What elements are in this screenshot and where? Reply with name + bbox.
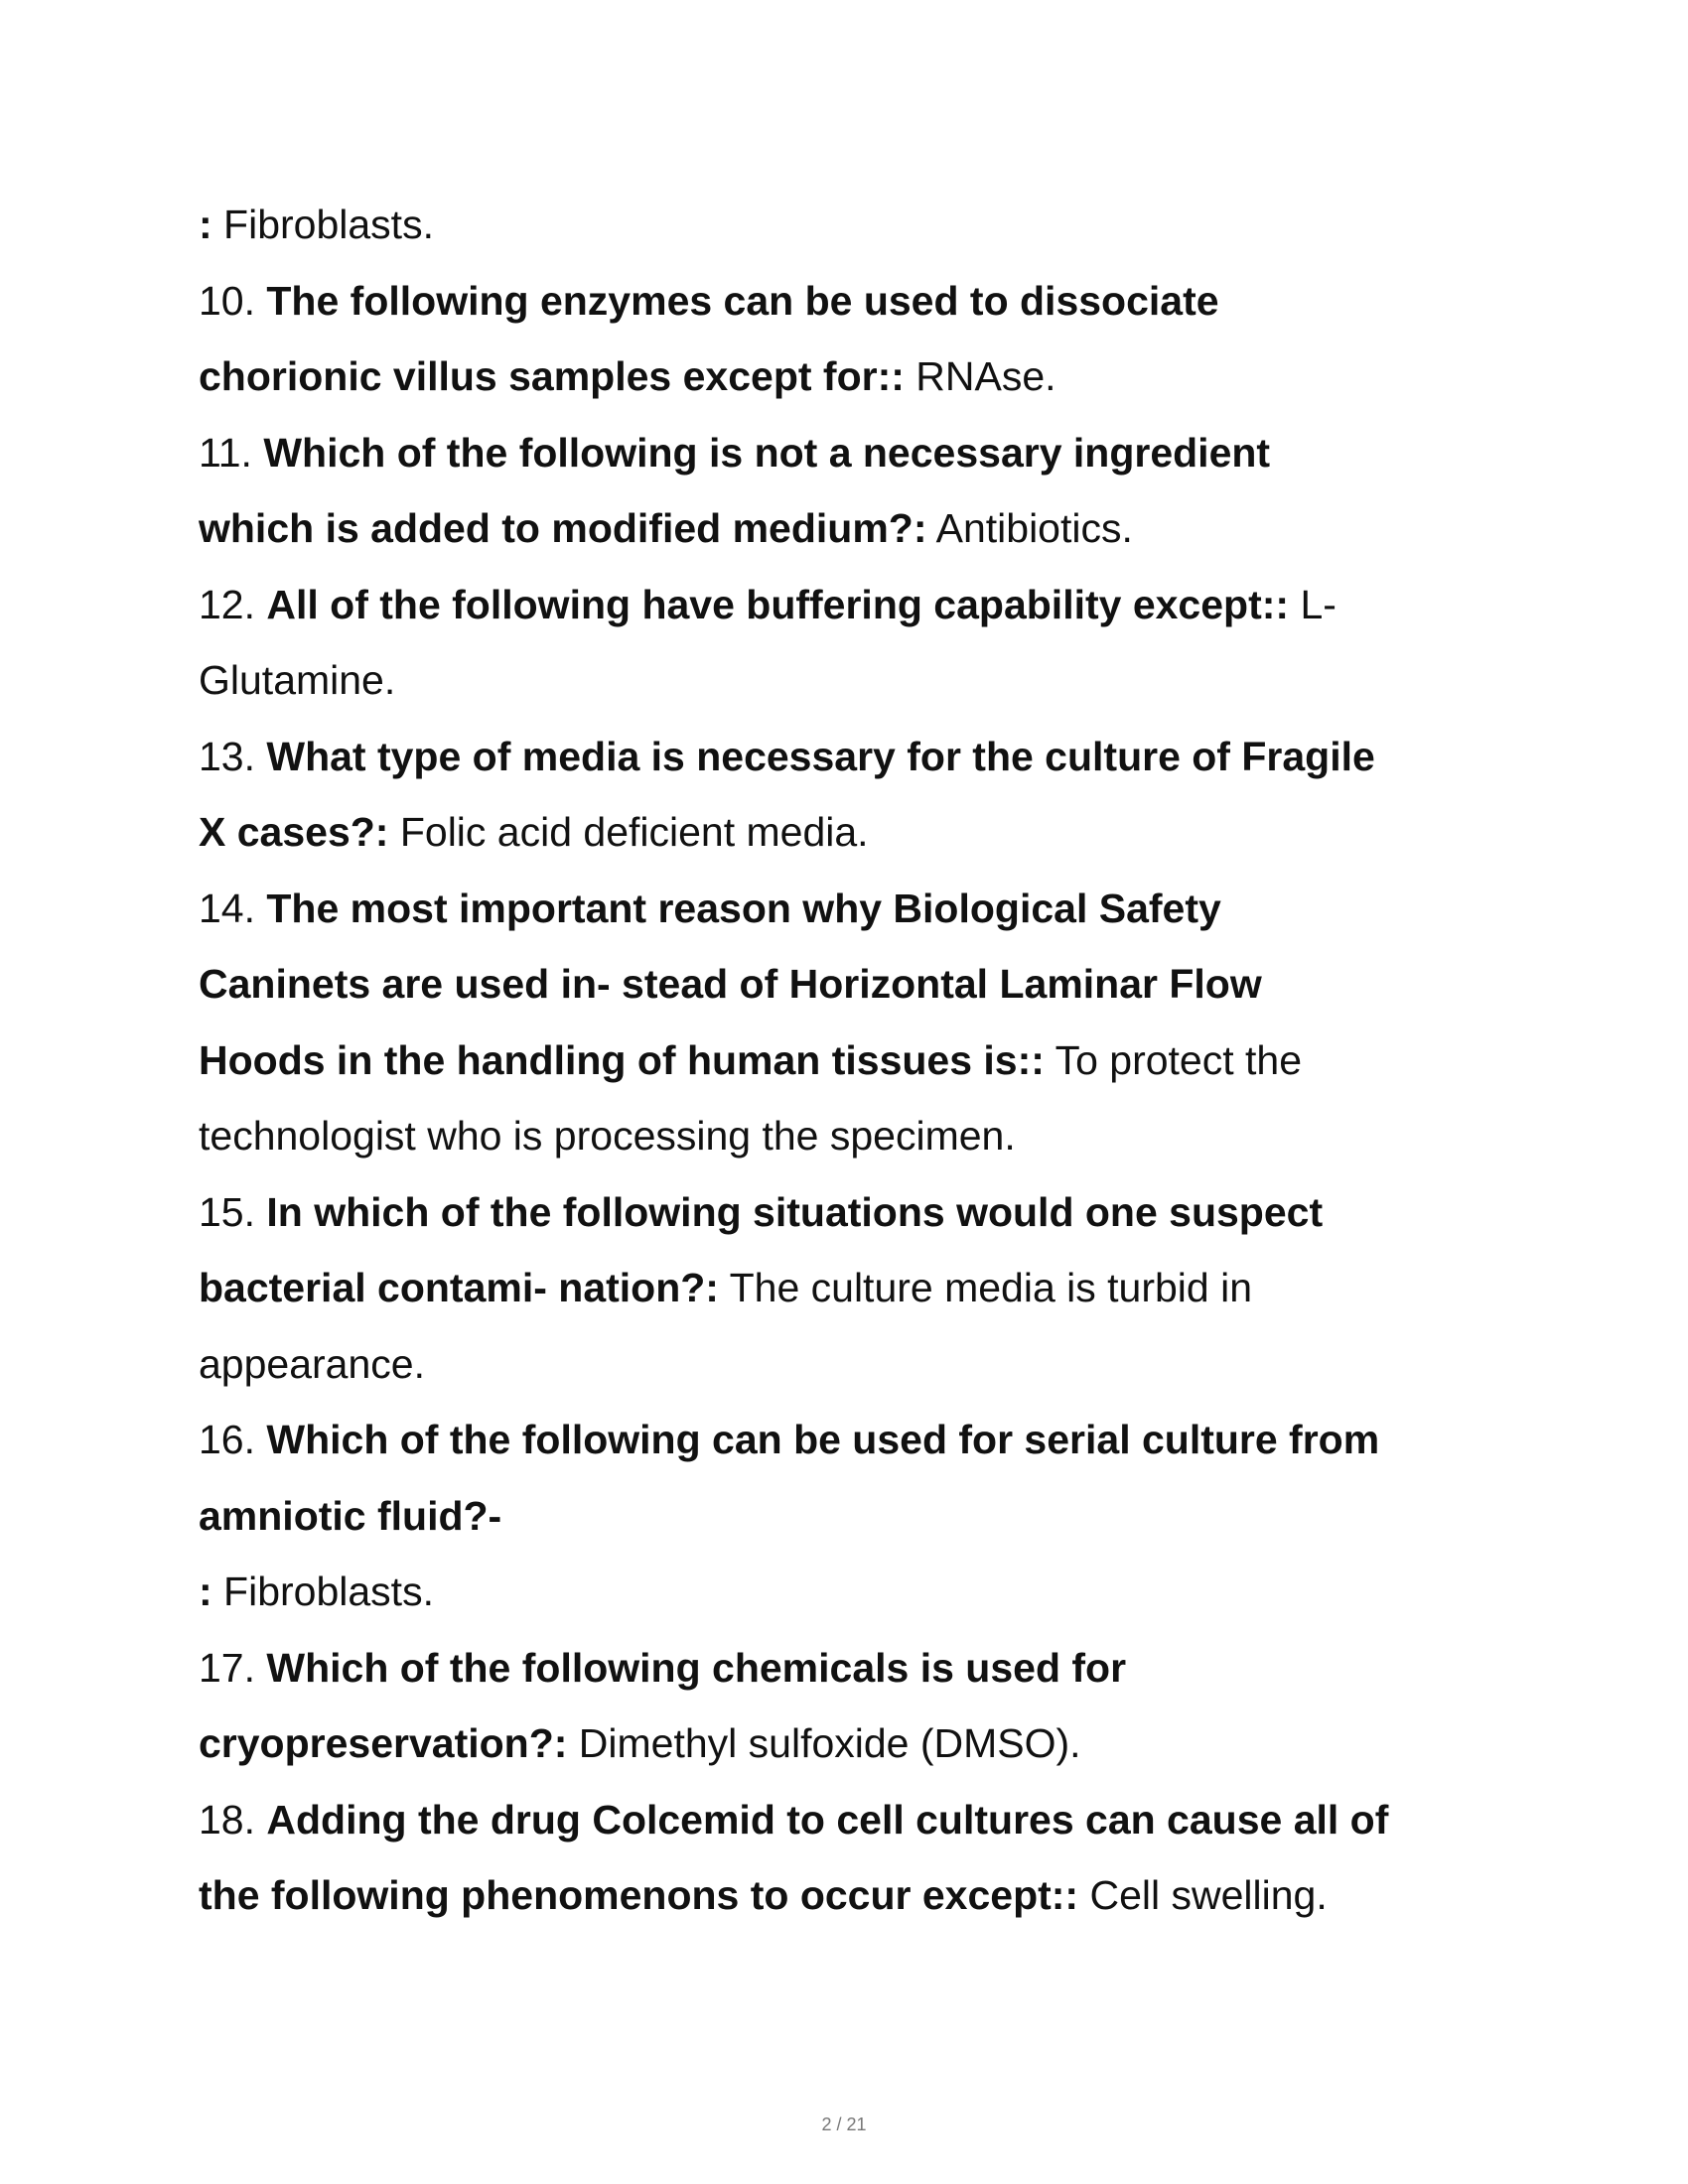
answer-text: Folic acid deficient media.	[388, 809, 869, 855]
question-text: Which of the following can be used for serial culture from	[266, 1417, 1380, 1462]
question-text: X cases?:	[199, 809, 389, 855]
question-text: The most important reason why Biological Safety	[266, 885, 1221, 931]
text-line	[199, 1023, 1519, 1099]
question-text: The following enzymes can be used to dissociate	[266, 277, 1219, 324]
text-line	[199, 1630, 1519, 1706]
question-text: All of the following have buffering capability except::	[266, 581, 1290, 627]
question-text: Adding the drug Colcemid to cell cultures can cause all of	[266, 1796, 1389, 1843]
text-line	[199, 1250, 1519, 1326]
text-line	[199, 415, 1519, 491]
item-number: 18.	[199, 1796, 267, 1843]
text-line	[199, 339, 1519, 415]
answer-text: Dimethyl sulfoxide (DMSO).	[567, 1720, 1081, 1766]
item-number: 14.	[199, 885, 267, 931]
text-line	[199, 946, 1519, 1023]
text-line	[199, 719, 1519, 795]
text-line	[199, 1098, 1519, 1174]
text-line	[199, 1478, 1519, 1555]
text-line	[199, 490, 1519, 567]
text-line	[199, 1174, 1519, 1251]
answer-text: L-	[1289, 581, 1336, 627]
question-text: What type of media is necessary for the culture of Fragile	[266, 733, 1375, 779]
answer-text: appearance.	[199, 1340, 425, 1387]
text-line	[199, 1782, 1519, 1858]
question-text: Which of the following is not a necessary ingredient	[263, 429, 1271, 476]
item-number: 11.	[199, 429, 264, 476]
text-line	[199, 1402, 1519, 1478]
text-line	[199, 1326, 1519, 1403]
answer-text: Antibiotics.	[926, 505, 1133, 551]
answer-text: Fibroblasts.	[211, 1569, 434, 1614]
item-number: 13.	[199, 733, 267, 779]
text-line	[199, 187, 1519, 263]
answer-text: The culture media is turbid in	[718, 1265, 1253, 1310]
item-number: 12.	[199, 581, 267, 627]
question-text: :	[199, 1569, 212, 1614]
qa-content	[199, 187, 1519, 1934]
text-line	[199, 1554, 1519, 1630]
text-line	[199, 794, 1519, 871]
answer-text: Cell swelling.	[1078, 1872, 1328, 1918]
question-text: Caninets are used in- stead of Horizontal Laminar Flow	[199, 961, 1262, 1007]
text-line	[199, 1857, 1519, 1934]
item-number: 16.	[199, 1417, 267, 1462]
question-text: bacterial contami- nation?:	[199, 1265, 719, 1310]
answer-text: RNAse.	[904, 353, 1056, 399]
answer-text: Fibroblasts.	[211, 202, 434, 247]
answer-text: To protect the	[1044, 1036, 1302, 1083]
question-text: :	[199, 202, 212, 247]
question-text: amniotic fluid?-	[199, 1492, 502, 1539]
text-line	[199, 1706, 1519, 1782]
question-text: chorionic villus samples except for::	[199, 353, 905, 399]
question-text: which is added to modified medium?:	[199, 505, 927, 551]
answer-text: Glutamine.	[199, 657, 396, 703]
answer-text: technologist who is processing the specimen.	[199, 1113, 1016, 1159]
question-text: the following phenomenons to occur except::	[199, 1872, 1079, 1918]
question-text: Which of the following chemicals is used for	[266, 1644, 1127, 1691]
text-line	[199, 871, 1519, 947]
item-number: 15.	[199, 1188, 267, 1235]
text-line	[199, 567, 1519, 643]
text-line	[199, 263, 1519, 340]
page-number: 2 / 21	[821, 2115, 867, 2134]
question-text: cryopreservation?:	[199, 1720, 568, 1766]
item-number: 10.	[199, 277, 267, 324]
question-text: In which of the following situations would one suspect	[266, 1188, 1324, 1235]
item-number: 17.	[199, 1644, 267, 1691]
text-line	[199, 642, 1519, 719]
question-text: Hoods in the handling of human tissues is::	[199, 1036, 1045, 1083]
